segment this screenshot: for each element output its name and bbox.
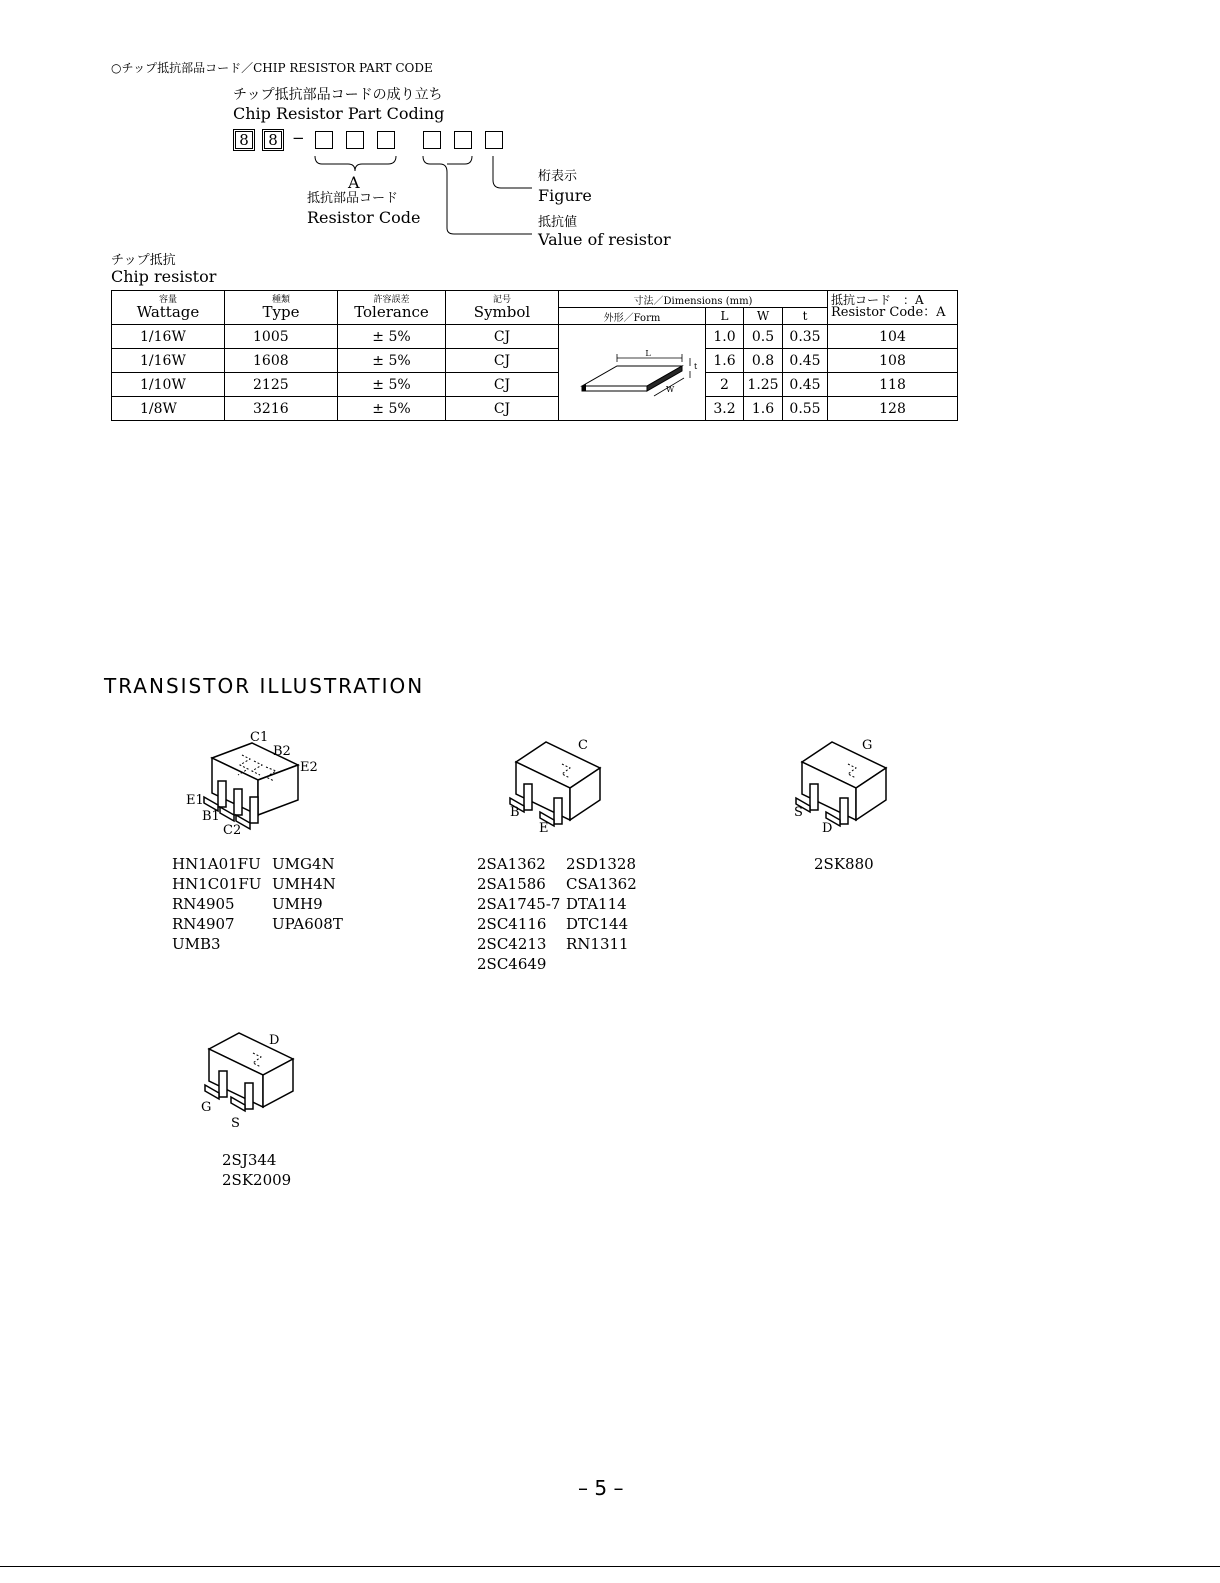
cell-type: 1608	[225, 349, 338, 373]
part-list-pkg4-col1	[222, 1150, 291, 1190]
cell-t: 0.45	[783, 373, 828, 397]
pin-label: C	[578, 738, 588, 753]
chip-table-title-jp: チップ抵抗	[111, 253, 176, 268]
part-number: 2SC4116	[477, 915, 547, 933]
part-number: UMB3	[172, 935, 221, 953]
part-number: UMH4N	[272, 875, 336, 893]
cell-w: 0.5	[744, 325, 783, 349]
code-box-fig	[485, 131, 503, 149]
part-list-pkg2-col1	[477, 854, 560, 974]
fixed-digit-1: 8	[235, 131, 253, 149]
cell-wattage: 1/10W	[112, 373, 225, 397]
code-box-a3	[377, 131, 395, 149]
diagram-label-w: W	[666, 384, 675, 394]
form-diagram-cell	[559, 325, 706, 421]
part-number: 2SC4213	[477, 935, 547, 953]
part-number: UMG4N	[272, 855, 335, 873]
cell-tolerance: ± 5%	[338, 325, 446, 349]
part-number: 2SC4649	[477, 955, 547, 973]
chip-resistor-diagram	[562, 336, 702, 406]
pin-label: B1	[202, 809, 220, 824]
cell-tolerance: ± 5%	[338, 397, 446, 421]
header-w: W	[744, 308, 783, 325]
code-box-v1	[423, 131, 441, 149]
part-number: RN4905	[172, 895, 235, 913]
part-list-pkg2-col2	[566, 854, 637, 954]
cell-wattage: 1/8W	[112, 397, 225, 421]
figure-jp: 桁表示	[538, 169, 578, 184]
part-list-pkg1-col2	[272, 854, 343, 934]
pin-label: G	[201, 1100, 212, 1115]
part-number: HN1A01FU	[172, 855, 261, 873]
group-a-label: A	[348, 173, 360, 192]
pin-label: E1	[186, 793, 204, 808]
chip-resistor-table	[111, 290, 958, 421]
pin-label: D	[822, 821, 833, 836]
cell-t: 0.35	[783, 325, 828, 349]
figure-en: Figure	[538, 186, 592, 205]
cell-l: 3.2	[706, 397, 744, 421]
header-wattage: 容量 Wattage	[112, 291, 225, 325]
cell-code: 128	[828, 397, 958, 421]
cell-symbol: CJ	[446, 397, 559, 421]
cell-tolerance: ± 5%	[338, 349, 446, 373]
section-title: TRANSISTOR ILLUSTRATION	[104, 674, 425, 698]
part-number: 2SD1328	[566, 855, 637, 873]
code-box-a1	[315, 131, 333, 149]
header-l: L	[706, 308, 744, 325]
transistor-package-3pin-dgs	[195, 1027, 315, 1132]
part-number: RN4907	[172, 915, 235, 933]
cell-l: 1.6	[706, 349, 744, 373]
value-en: Value of resistor	[538, 230, 671, 249]
header-tolerance: 許容誤差 Tolerance	[338, 291, 446, 325]
part-number: HN1C01FU	[172, 875, 262, 893]
part-number: DTA114	[566, 895, 627, 913]
table-row	[112, 397, 958, 421]
page-number: – 5 –	[578, 1476, 624, 1500]
header-dimensions: 寸法／Dimensions (mm)	[559, 291, 828, 308]
cell-wattage: 1/16W	[112, 349, 225, 373]
part-number: 2SA1362	[477, 855, 546, 873]
cell-symbol: CJ	[446, 349, 559, 373]
part-number: 2SA1745-7	[477, 895, 561, 913]
transistor-package-3pin-bce	[500, 732, 620, 837]
table-row	[112, 373, 958, 397]
fixed-digit-2: 8	[264, 131, 282, 149]
part-number: 2SJ344	[222, 1151, 277, 1169]
cell-w: 1.6	[744, 397, 783, 421]
part-code-heading: ○チップ抵抗部品コード／CHIP RESISTOR PART CODE	[111, 61, 433, 75]
cell-symbol: CJ	[446, 373, 559, 397]
pin-label: C1	[250, 730, 269, 745]
pin-label: E	[539, 821, 549, 836]
resistor-code-jp: 抵抗部品コード	[307, 191, 399, 206]
cell-t: 0.55	[783, 397, 828, 421]
cell-w: 1.25	[744, 373, 783, 397]
part-number: 2SK2009	[222, 1171, 292, 1189]
coding-title-jp: チップ抵抗部品コードの成り立ち	[233, 87, 443, 103]
pin-label: S	[231, 1116, 240, 1131]
table-row	[112, 349, 958, 373]
transistor-package-6pin	[180, 725, 330, 840]
cell-type: 3216	[225, 397, 338, 421]
header-resistor-code: 抵抗コード ：A Resistor Code：A	[828, 291, 958, 325]
cell-t: 0.45	[783, 349, 828, 373]
value-jp: 抵抗値	[538, 215, 578, 230]
part-number: CSA1362	[566, 875, 637, 893]
cell-code: 108	[828, 349, 958, 373]
cell-w: 0.8	[744, 349, 783, 373]
cell-l: 1.0	[706, 325, 744, 349]
part-list-pkg1-col1	[172, 854, 261, 954]
cell-wattage: 1/16W	[112, 325, 225, 349]
code-dash: −	[292, 129, 305, 147]
code-box-a2	[346, 131, 364, 149]
bottom-rule	[0, 1566, 1220, 1567]
resistor-code-en: Resistor Code	[307, 208, 421, 227]
cell-type: 2125	[225, 373, 338, 397]
part-number: UMH9	[272, 895, 323, 913]
cell-type: 1005	[225, 325, 338, 349]
cell-code: 104	[828, 325, 958, 349]
chip-table-title-en: Chip resistor	[111, 267, 217, 286]
diagram-label-l: L	[645, 348, 651, 358]
header-t: t	[783, 308, 828, 325]
cell-symbol: CJ	[446, 325, 559, 349]
transistor-package-3pin-gsd	[786, 732, 906, 837]
header-form: 外形／Form	[559, 308, 706, 325]
cell-tolerance: ± 5%	[338, 373, 446, 397]
cell-code: 118	[828, 373, 958, 397]
header-type: 種類 Type	[225, 291, 338, 325]
part-number: 2SA1586	[477, 875, 546, 893]
pin-label: B	[510, 805, 520, 820]
part-number: RN1311	[566, 935, 629, 953]
pin-label: G	[862, 738, 873, 753]
pin-label: C2	[223, 823, 242, 838]
diagram-label-t: t	[694, 361, 698, 371]
pin-label: S	[794, 805, 803, 820]
pin-label: B2	[273, 744, 291, 759]
part-list-pkg3-col1	[814, 854, 874, 874]
part-number: UPA608T	[272, 915, 343, 933]
header-symbol: 記号 Symbol	[446, 291, 559, 325]
table-row	[112, 325, 958, 349]
part-number: 2SK880	[814, 855, 874, 873]
pin-label: D	[269, 1033, 280, 1048]
part-number: DTC144	[566, 915, 629, 933]
cell-l: 2	[706, 373, 744, 397]
code-box-v2	[454, 131, 472, 149]
coding-title-en: Chip Resistor Part Coding	[233, 104, 445, 123]
pin-label: E2	[300, 760, 318, 775]
